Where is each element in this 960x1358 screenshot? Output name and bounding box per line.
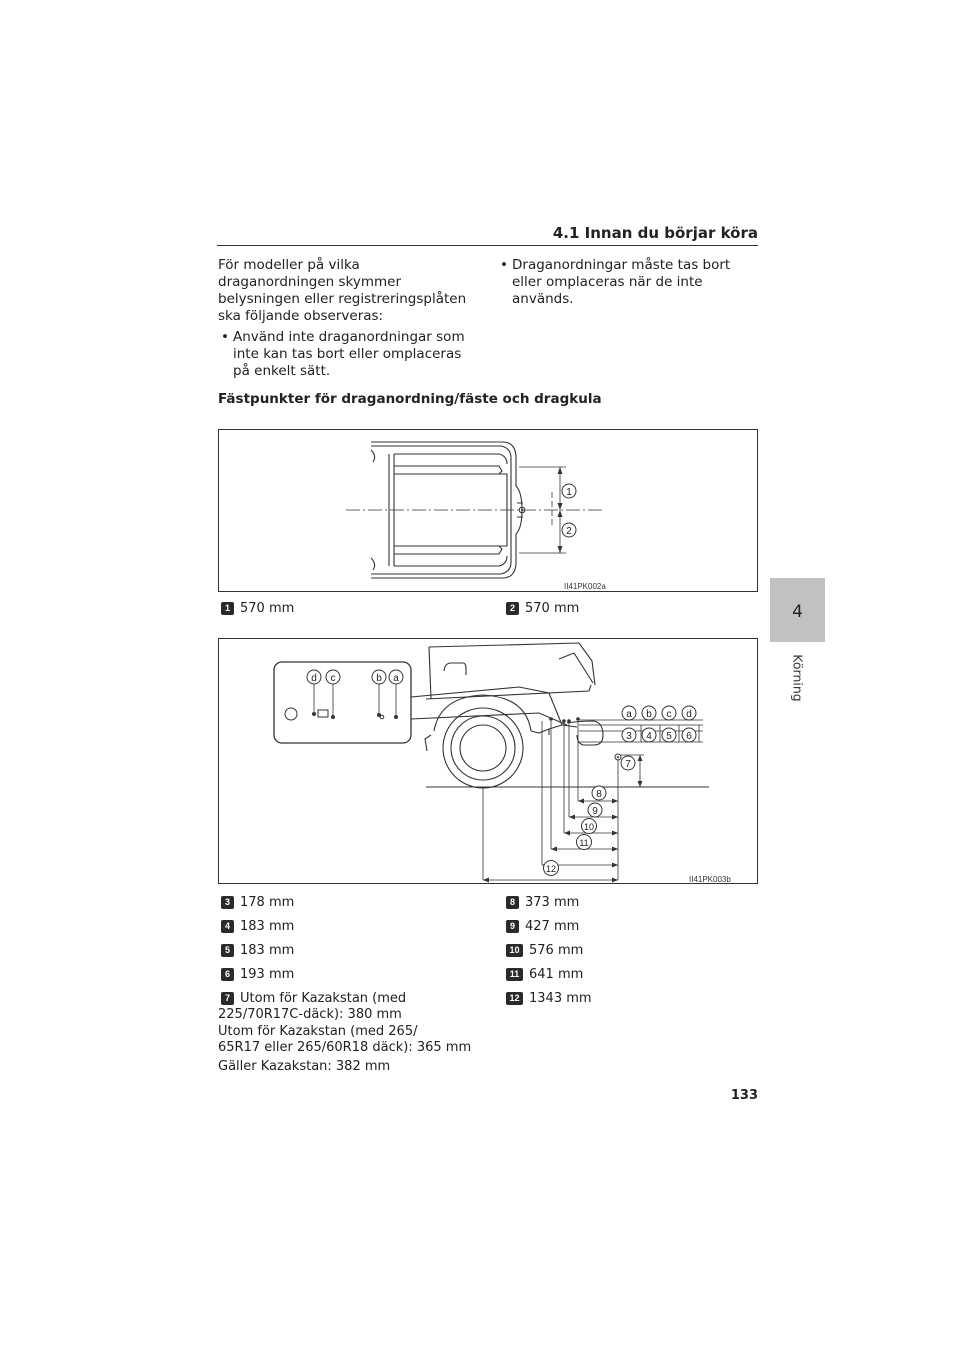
svg-text:b: b: [646, 709, 652, 720]
chapter-tab: [770, 578, 825, 642]
spec-value: 576 mm: [529, 943, 584, 958]
detail-letter-b: [642, 706, 656, 720]
intro-bullet: • Använd inte draganordningar som inte kan tas bort eller omplaceras på enkelt sätt.: [218, 329, 480, 380]
spec-number-badge: 11: [506, 968, 523, 981]
page-header: [217, 224, 758, 244]
spec-value: 570 mm: [240, 601, 295, 616]
spec-item: [506, 895, 579, 911]
detail-number-6: [682, 728, 696, 742]
spec-7-line: 65R17 eller 265/60R18 däck): 365 mm: [218, 1040, 472, 1055]
svg-text:1: 1: [566, 487, 572, 498]
spec-item: [221, 967, 294, 983]
detail-letter-c: [662, 706, 676, 720]
spec-7-line: Utom för Kazakstan (med 265/: [218, 1024, 418, 1039]
section-title: 4.1 Innan du börjar köra: [552, 224, 758, 242]
marker-1: [562, 484, 576, 498]
svg-text:9: 9: [592, 806, 598, 817]
chapter-label: Körning: [790, 654, 806, 702]
svg-text:7: 7: [625, 759, 631, 770]
intro-paragraph: För modeller på vilka draganordningen skymmer belysningen eller registreringsplåten ska följande observeras:: [218, 257, 467, 324]
detail-number-3: [622, 728, 636, 742]
spec-value: 641 mm: [529, 967, 584, 982]
marker-d: [307, 670, 321, 684]
svg-text:5: 5: [666, 731, 672, 742]
figure-code: II41PK003b: [689, 875, 731, 884]
spec-number-badge: 3: [221, 896, 234, 909]
spec-value: 183 mm: [240, 943, 295, 958]
spec-value: 178 mm: [240, 895, 295, 910]
spec-item: [221, 601, 294, 617]
spec-number-badge: 1: [221, 602, 234, 615]
marker-2: [562, 523, 576, 537]
spec-item: [506, 967, 583, 983]
detail-number-5: [662, 728, 676, 742]
spec-number-badge: 7: [221, 992, 234, 1005]
dimension-marker-10: [582, 819, 597, 834]
svg-text:12: 12: [545, 864, 557, 874]
svg-text:d: d: [311, 673, 317, 684]
svg-text:a: a: [393, 673, 399, 684]
spec-number-badge: 10: [506, 944, 523, 957]
spec-7-line: 225/70R17C-däck): 380 mm: [218, 1007, 402, 1022]
svg-text:11: 11: [579, 838, 589, 848]
spec-item: [506, 991, 592, 1007]
svg-text:d: d: [686, 709, 692, 720]
spec-item: [221, 943, 294, 959]
dimension-marker-12: [544, 861, 559, 876]
detail-number-4: [642, 728, 656, 742]
spec-item: [506, 601, 579, 617]
svg-text:c: c: [666, 709, 672, 720]
marker-b: [372, 670, 386, 684]
figure-code: II41PK002a: [564, 582, 606, 591]
top-view-drawing: [219, 430, 759, 593]
spec-value: 373 mm: [525, 895, 580, 910]
intro-left-column: [218, 257, 480, 383]
spec-value: 570 mm: [525, 601, 580, 616]
dimension-marker-9: [588, 803, 602, 817]
spec-value: 183 mm: [240, 919, 295, 934]
spec-number-badge: 2: [506, 602, 519, 615]
chapter-number: 4: [792, 602, 803, 622]
svg-text:6: 6: [686, 731, 692, 742]
marker-c: [326, 670, 340, 684]
svg-text:b: b: [376, 673, 382, 684]
spec-7-line: 7 Utom för Kazakstan (med: [218, 991, 488, 1007]
marker-a: [389, 670, 403, 684]
svg-text:4: 4: [646, 731, 652, 742]
top-view-figure: [218, 429, 758, 592]
dimension-marker-11: [577, 835, 592, 850]
detail-letter-a: [622, 706, 636, 720]
header-rule: [217, 245, 758, 246]
side-view-figure: [218, 638, 758, 884]
intro-right-column: [497, 257, 759, 311]
spec-value: 193 mm: [240, 967, 295, 982]
spec-item-7: [218, 991, 488, 1075]
spec-number-badge: 5: [221, 944, 234, 957]
spec-value: 427 mm: [525, 919, 580, 934]
detail-letter-d: [682, 706, 696, 720]
svg-text:c: c: [330, 673, 336, 684]
intro-bullet: • Draganordningar måste tas bort eller omplaceras när de inte används.: [497, 257, 759, 308]
chapter-label-wrap: [778, 648, 818, 708]
spec-number-badge: 9: [506, 920, 519, 933]
section-subheading: Fästpunkter för draganordning/fäste och dragkula: [218, 391, 602, 407]
page-number: 133: [730, 1088, 758, 1103]
dimension-marker-7: [621, 756, 635, 770]
dimension-marker-8: [592, 786, 606, 800]
spec-item: [506, 919, 579, 935]
svg-text:a: a: [626, 709, 632, 720]
spec-value: 1343 mm: [529, 991, 592, 1006]
svg-text:10: 10: [583, 822, 595, 832]
spec-item: [221, 919, 294, 935]
spec-number-badge: 12: [506, 992, 523, 1005]
svg-text:2: 2: [566, 526, 572, 537]
svg-text:3: 3: [626, 731, 632, 742]
spec-number-badge: 6: [221, 968, 234, 981]
spec-number-badge: 8: [506, 896, 519, 909]
spec-7-line: Gäller Kazakstan: 382 mm: [218, 1059, 391, 1074]
side-view-drawing: [219, 639, 759, 885]
spec-item: [506, 943, 583, 959]
svg-text:8: 8: [596, 789, 602, 800]
spec-item: [221, 895, 294, 911]
spec-number-badge: 4: [221, 920, 234, 933]
